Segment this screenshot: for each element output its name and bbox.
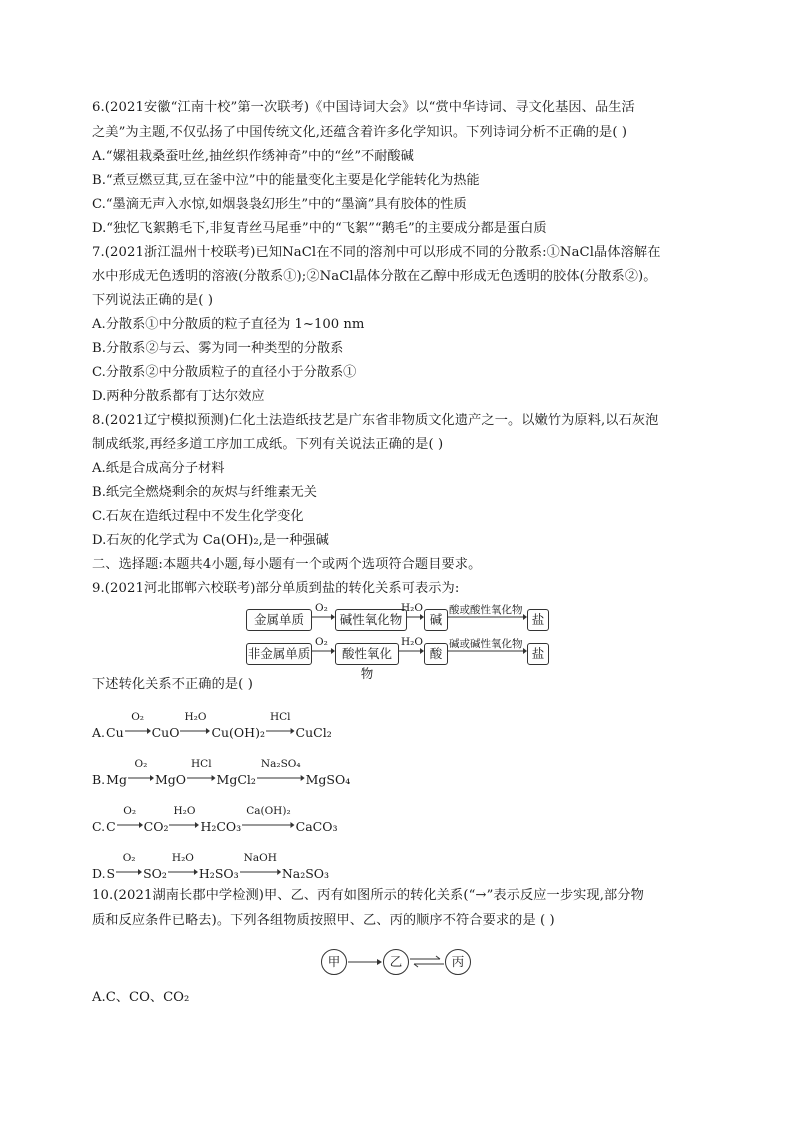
- flow-box-base: 碱: [424, 609, 448, 631]
- chain-substance: Cu(OH)₂: [211, 725, 265, 740]
- chain-reagent: Na₂SO₄: [260, 758, 301, 770]
- flow-label-base-or-basic-oxide: 碱或碱性氧化物: [449, 638, 523, 650]
- q8-option-b: B.纸完全燃烧剩余的灰烬与纤维素无关: [92, 485, 317, 500]
- chain-substance: C: [106, 819, 116, 834]
- flow-arrow: [406, 612, 424, 622]
- q9-stem-line1: 9.(2021河北邯郸六校联考)部分单质到盐的转化关系可表示为:: [92, 581, 460, 596]
- q10-stem-line2: 质和反应条件已略去)。下列各组物质按照甲、乙、丙的顺序不符合要求的是 ( ): [92, 913, 555, 928]
- chain-arrow: [116, 868, 142, 876]
- q6-option-d: D.“独忆飞絮鹅毛下,非复青丝马尾垂”中的“飞絮”“鹅毛”的主要成分都是蛋白质: [92, 221, 547, 236]
- option-letter: C.: [92, 819, 106, 834]
- chain-arrow: [266, 727, 295, 735]
- chain-substance: H₂CO₃: [200, 819, 242, 834]
- flow-box-salt: 盐: [527, 609, 549, 631]
- q7-stem-line2: 水中形成无色透明的溶液(分散系①);②NaCl晶体分散在乙醇中形成无色透明的胶体(分散系②)。: [92, 269, 657, 284]
- chain-reagent: O₂: [122, 852, 136, 864]
- chain-substance: S: [106, 866, 116, 881]
- chain-substance: CuCl₂: [295, 725, 332, 740]
- node-bing: 丙: [445, 949, 471, 975]
- q9-option-c: [92, 805, 492, 839]
- chain-substance: MgCl₂: [216, 772, 256, 787]
- node-double-arrow: [410, 954, 444, 970]
- flow-arrow: [311, 646, 335, 656]
- chain-reagent: O₂: [134, 758, 148, 770]
- q8-option-c: C.石灰在造纸过程中不发生化学变化: [92, 509, 304, 524]
- flow-box-metal: 金属单质: [246, 609, 312, 631]
- chain-arrow: [257, 774, 305, 782]
- chain-arrow: [117, 821, 143, 829]
- flow-box-acid: 酸: [424, 643, 448, 665]
- q7-stem-line3: 下列说法正确的是( ): [92, 293, 214, 308]
- q10-option-a: A.C、CO、CO₂: [92, 990, 190, 1005]
- chain-reagent: O₂: [131, 711, 145, 723]
- chain-arrow: [128, 774, 154, 782]
- section-2-header: 二、选择题:本题共4小题,每小题有一个或两个选项符合题目要求。: [92, 557, 482, 572]
- q7-option-b: B.分散系②与云、雾为同一种类型的分散系: [92, 341, 344, 356]
- chain-substance: MgSO₄: [305, 772, 351, 787]
- q8-stem-line1: 8.(2021辽宁模拟预测)仁化土法造纸技艺是广东省非物质文化遗产之一。以嫩竹为原料,以石灰泡: [92, 413, 659, 428]
- chain-arrow: [187, 774, 216, 782]
- q8-option-d: D.石灰的化学式为 Ca(OH)₂,是一种强碱: [92, 533, 329, 548]
- q6-stem-line1: 6.(2021安徽“江南十校”第一次联考)《中国诗词大会》以“赏中华诗词、寻文化基因、品生活: [92, 100, 635, 115]
- option-letter: A.: [92, 725, 106, 740]
- chain-substance: Mg: [106, 772, 127, 787]
- q6-option-a: A.“嫘祖栽桑蚕吐丝,抽丝织作绣神奇”中的“丝”不耐酸碱: [92, 149, 414, 164]
- flow-label-h2o: H₂O: [401, 636, 423, 648]
- chain-reagent: H₂O: [184, 711, 207, 723]
- option-letter: D.: [92, 866, 106, 881]
- flow-label-h2o: H₂O: [401, 602, 423, 614]
- chain-arrow: [169, 821, 199, 829]
- chain-substance: Na₂SO₃: [281, 866, 330, 881]
- q8-stem-line2: 制成纸浆,再经多道工序加工成纸。下列有关说法正确的是( ): [92, 437, 444, 452]
- flow-arrow: [447, 646, 527, 656]
- flow-arrow: [447, 612, 527, 622]
- chain-substance: CO₂: [143, 819, 169, 834]
- q9-option-d: [92, 852, 492, 886]
- chain-reagent: H₂O: [171, 852, 194, 864]
- q9-option-b: [92, 758, 492, 792]
- chain-arrow: [242, 821, 294, 829]
- flow-label-acid-or-acidic-oxide: 酸或酸性氧化物: [449, 604, 523, 616]
- node-yi: 乙: [383, 949, 409, 975]
- flow-label-o2: O₂: [315, 602, 328, 614]
- chain-substance: H₂SO₃: [198, 866, 239, 881]
- q9-option-a: [92, 711, 492, 745]
- chain-reagent: H₂O: [173, 805, 196, 817]
- q6-option-b: B.“煮豆燃豆萁,豆在釜中泣”中的能量变化主要是化学能转化为热能: [92, 173, 480, 188]
- q7-option-c: C.分散系②中分散质粒子的直径小于分散系①: [92, 365, 357, 380]
- chain-arrow: [168, 868, 198, 876]
- flow-box-basic-oxide: 碱性氧化物: [335, 609, 407, 631]
- flow-arrow: [398, 646, 424, 656]
- chain-substance: SO₂: [143, 866, 167, 881]
- node-arrow: [348, 956, 382, 968]
- q7-stem-line1: 7.(2021浙江温州十校联考)已知NaCl在不同的溶剂中可以形成不同的分散系:①NaCl晶体溶解在: [92, 245, 661, 260]
- chain-arrow: [180, 727, 210, 735]
- q6-option-c: C.“墨滴无声入水惊,如烟袅袅幻形生”中的“墨滴”具有胶体的性质: [92, 197, 467, 212]
- q6-stem-line2: 之美”为主题,不仅弘扬了中国传统文化,还蕴含着许多化学知识。下列诗词分析不正确的是( ): [92, 125, 628, 140]
- chain-arrow: [240, 868, 281, 876]
- chain-reagent: HCl: [191, 758, 212, 770]
- node-jia: 甲: [321, 949, 347, 975]
- q7-option-d: D.两种分散系都有丁达尔效应: [92, 389, 265, 404]
- chain-substance: CaCO₃: [295, 819, 338, 834]
- q7-option-a: A.分散系①中分散质的粒子直径为 1~100 nm: [92, 317, 365, 332]
- flow-box-nonmetal: 非金属单质: [246, 643, 312, 665]
- chain-reagent: NaOH: [243, 852, 277, 864]
- chain-arrow: [125, 727, 151, 735]
- q8-option-a: A.纸是合成高分子材料: [92, 461, 225, 476]
- q9-ask: 下述转化关系不正确的是( ): [92, 677, 253, 692]
- flow-arrow: [311, 612, 335, 622]
- chain-substance: Cu: [106, 725, 124, 740]
- flow-label-o2: O₂: [315, 636, 328, 648]
- chain-reagent: HCl: [269, 711, 291, 723]
- q10-stem-line1: 10.(2021湖南长郡中学检测)甲、乙、丙有如图所示的转化关系(“→”表示反应一步实现,部分物: [92, 888, 644, 903]
- chain-substance: CuO: [151, 725, 180, 740]
- flow-box-acidic-oxide: 酸性氧化物: [335, 643, 399, 665]
- chain-reagent: Ca(OH)₂: [246, 805, 291, 817]
- chain-reagent: O₂: [123, 805, 137, 817]
- option-letter: B.: [92, 772, 106, 787]
- flow-box-salt: 盐: [527, 643, 549, 665]
- chain-substance: MgO: [154, 772, 187, 787]
